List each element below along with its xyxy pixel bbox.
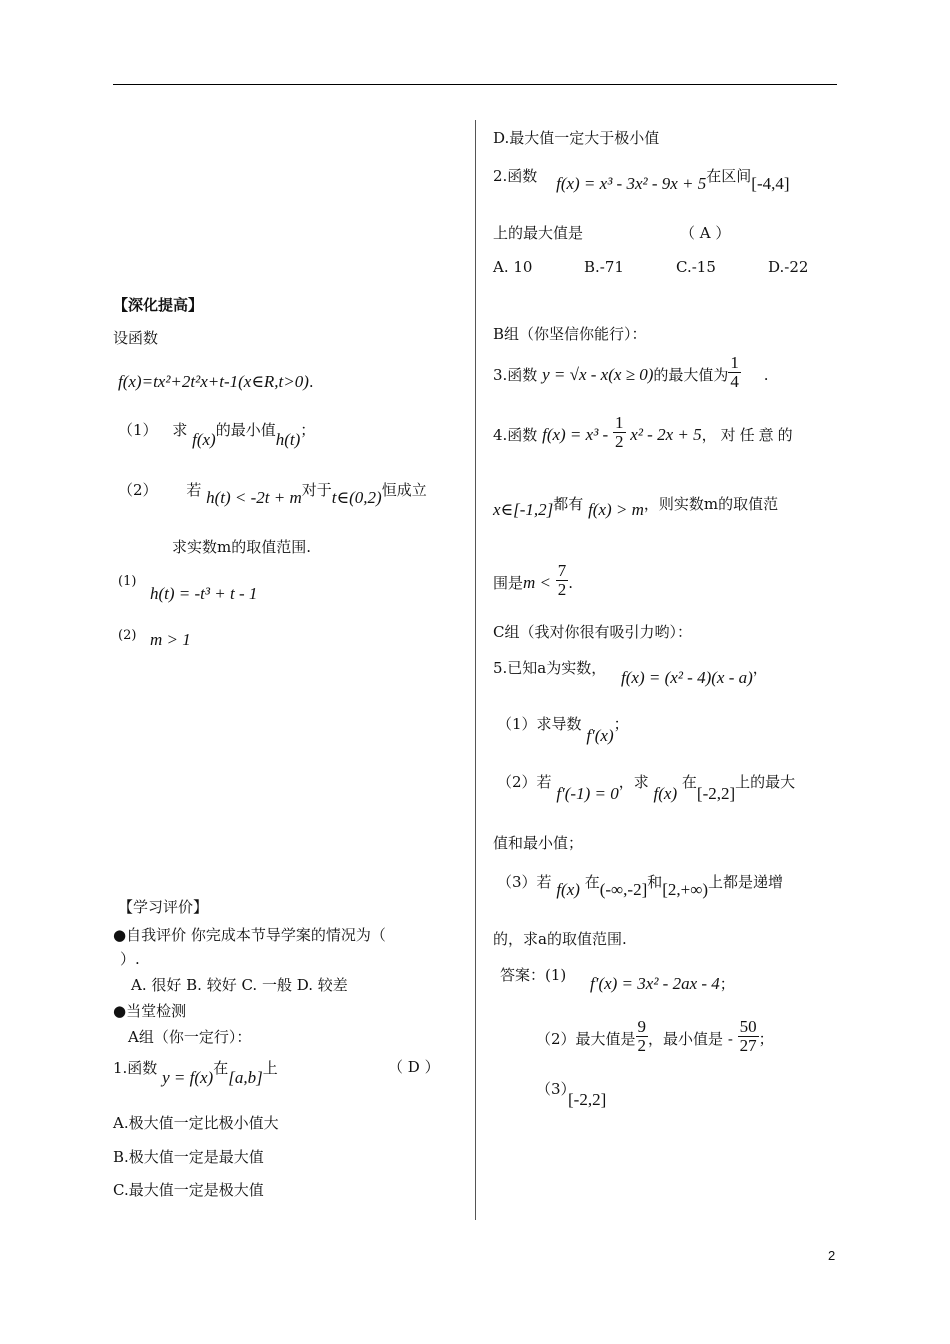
problem-2-option-a: A. 10: [493, 258, 533, 276]
problem-1-option-a: A.极大值一定比极小值大: [113, 1114, 279, 1132]
evaluation-heading: 【学习评价】: [118, 898, 209, 916]
self-evaluation: ●自我评价 你完成本节导学案的情况为（: [113, 926, 386, 944]
page-number: 2: [828, 1248, 836, 1263]
problem-5: 5.已知a为实数， f(x) = (x² - 4)(x - a)，: [493, 659, 768, 687]
problem-5-q2: （2）若 f′(-1) = 0，求 f(x) 在[-2,2]上的最大: [497, 773, 796, 803]
problem-2-option-b: B.-71: [584, 258, 624, 276]
evaluation-options: A. 很好 B. 较好 C. 一般 D. 较差: [131, 976, 348, 994]
problem-1-option-b: B.极大值一定是最大值: [113, 1148, 264, 1166]
fraction-fifty-twentyseventh: $\frac{50}{27}$: [739, 1017, 757, 1055]
answer-5-3: [-2,2]: [568, 1090, 607, 1109]
problem-5-q1: （1）求导数 f′(x)；: [497, 715, 629, 745]
question-1: （1） 求 f(x)的最小值h(t)；: [118, 421, 316, 449]
problem-4-line3: 围是m < $\frac{7}{2}$ .: [493, 561, 574, 599]
group-a-label: A组（你一定行）：: [128, 1028, 252, 1046]
function-formula: f(x)=tx²+2t²x+t-1(x∈R,t>0): [118, 372, 309, 391]
problem-3: 3.函数 y = √x - x(x ≥ 0)的最大值为 $\frac{1}{4}$ .: [493, 353, 769, 391]
problem-1: 1.函数 y = f(x)在[a,b]上: [113, 1059, 278, 1087]
self-evaluation-end: ）.: [120, 950, 140, 968]
problem-4-line2: x∈[-1,2]都有 f(x) > m，则实数m的取值范: [493, 495, 779, 519]
problem-2: 2.函数 f(x) = x³ - 3x² - 9x + 5在区间[-4,4]: [493, 167, 790, 193]
header-rule: [113, 84, 837, 85]
answer-5-3-number: （3）: [536, 1080, 576, 1098]
problem-2-answer: （ A ）: [680, 224, 731, 242]
problem-2-option-d: D.-22: [768, 258, 809, 276]
problem-2-line2: 上的最大值是: [493, 224, 584, 242]
answer-label: 答案：(1): [500, 966, 567, 984]
problem-2-option-c: C.-15: [676, 258, 716, 276]
column-divider: [475, 120, 476, 1220]
problem-1-option-c: C.最大值一定是极大值: [113, 1181, 264, 1199]
answer-1: h(t) = -t³ + t - 1: [150, 584, 258, 603]
check-heading: ●当堂检测: [113, 1002, 187, 1020]
group-c-label: C组（我对你很有吸引力哟）：: [493, 623, 692, 641]
problem-1-option-d: D.最大值一定大于极小值: [493, 129, 660, 147]
answer-5-1: f′(x) = 3x² - 2ax - 4；: [590, 974, 735, 993]
answer-2: m > 1: [150, 630, 191, 649]
fraction-seven-halves: $\frac{7}{2}$: [557, 561, 567, 599]
answer-1-number: (1): [118, 574, 137, 589]
problem-5-q3: （3）若 f(x) 在(-∞,-2]和[2,+∞)上都是递增: [497, 873, 784, 899]
group-b-label: B组（你坚信你能行）：: [493, 325, 647, 343]
fraction-nine-halves: $\frac{9}{2}$: [637, 1017, 647, 1055]
answer-5-2: （2）最大值是 $\frac{9}{2}$ ，最小值是 - $\frac{50}{27}$ ；: [536, 1017, 774, 1055]
fraction-one-half: $\frac{1}{2}$: [615, 413, 624, 451]
problem-4: 4.函数 f(x) = x³ - $\frac{1}{2}$ x² - 2x + 5，对任意的: [493, 413, 797, 451]
question-2-line2: 求实数m的取值范围.: [172, 538, 311, 556]
question-2: （2） 若 h(t) < -2t + m对于t∈(0,2)恒成立: [118, 481, 427, 507]
intro-text: 设函数: [113, 329, 159, 347]
function-definition: f(x)=tx²+2t²x+t-1(x∈R,t>0).: [118, 372, 314, 391]
problem-5-q3-line2: 的，求a的取值范围.: [493, 930, 627, 948]
section-heading-deepen: 【深化提高】: [113, 296, 204, 314]
answer-2-number: (2): [118, 628, 137, 643]
problem-5-q2-line2: 值和最小值；: [493, 834, 584, 852]
problem-1-answer: （ D ）: [388, 1058, 440, 1076]
fraction-one-quarter: $\frac{1}{4}$: [730, 353, 739, 391]
